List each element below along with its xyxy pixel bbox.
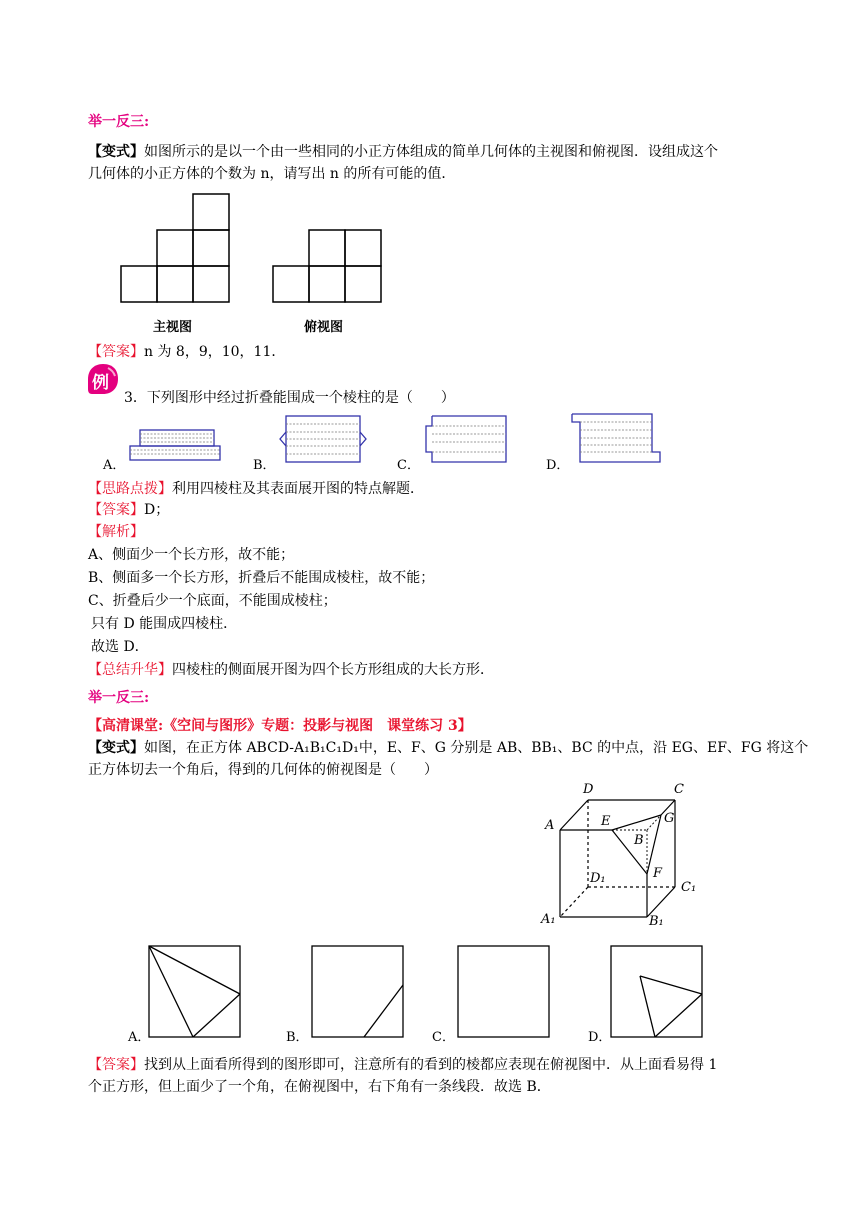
answer-line-3 [88, 1055, 717, 1075]
cube-label-d: D [583, 782, 594, 797]
answer-text: n 为 8，9，10，11． [144, 344, 286, 360]
answer-tag: 【答案】 [88, 344, 144, 360]
net-option-c [420, 414, 516, 466]
cube-figure [540, 780, 710, 940]
net-option-a [128, 420, 224, 466]
variant-tag: 【变式】 [88, 144, 144, 160]
answer-text-2: D； [144, 502, 170, 518]
topview-option-d [610, 945, 704, 1039]
variant-text-2: 如图，在正方体 ABCD-A₁B₁C₁D₁中，E、F、G 分别是 AB、BB₁、BC 的中点，沿 EG、EF、FG 将这个 [144, 740, 809, 756]
course-reference: 【高清课堂:《空间与图形》专题：投影与视图 课堂练习 3】 [88, 718, 472, 734]
cube-label-f: F [653, 866, 663, 881]
section-heading-1: 举一反三: [88, 114, 150, 130]
summary-line [88, 660, 494, 680]
topview-option-a-label: A． [128, 1030, 151, 1045]
cube-label-a: A [545, 818, 555, 833]
answer-line-2 [88, 500, 169, 520]
net-option-d [566, 412, 666, 466]
answer-text-3: 找到从上面看所得到的图形即可，注意所有的看到的棱都应表现在俯视图中．从上面看易得 1 [144, 1057, 718, 1073]
cube-label-c: C [674, 782, 684, 797]
hint-tag: 【思路点拨】 [88, 481, 172, 497]
front-view-label: 主视图 [153, 320, 193, 335]
cube-label-a1: A₁ [541, 912, 556, 927]
analysis-line-1: A、侧面少一个长方形，故不能； [88, 547, 295, 563]
cube-label-e: E [601, 814, 611, 829]
front-view-figure [120, 192, 232, 304]
net-option-a-label: A． [103, 458, 126, 473]
summary-tag: 【总结升华】 [88, 662, 172, 678]
variant-line-4: 正方体切去一个角后，得到的几何体的俯视图是（ ） [88, 762, 438, 778]
analysis-line-2: B、侧面多一个长方形，折叠后不能围成棱柱，故不能； [88, 570, 435, 586]
topview-option-c-label: C． [432, 1030, 455, 1045]
example-badge-label: 例 [92, 373, 109, 393]
top-view-label: 俯视图 [304, 320, 344, 335]
net-option-c-label: C． [397, 458, 420, 473]
net-option-b-label: B． [253, 458, 276, 473]
hint-text: 利用四棱柱及其表面展开图的特点解题． [172, 481, 424, 497]
answer-tag-3: 【答案】 [88, 1057, 144, 1073]
analysis-line-3: C、折叠后少一个底面，不能围成棱柱； [88, 593, 337, 609]
answer-line-1 [88, 342, 285, 362]
topview-option-a [148, 945, 242, 1039]
summary-text: 四棱柱的侧面展开图为四个长方形组成的大长方形． [172, 662, 494, 678]
variant-line-3 [88, 738, 808, 758]
variant-tag-2: 【变式】 [88, 740, 144, 756]
analysis-tag: 【解析】 [88, 524, 144, 540]
topview-option-b-label: B． [286, 1030, 309, 1045]
net-option-b [276, 414, 372, 466]
net-option-d-label: D． [546, 458, 570, 473]
top-view-figure [272, 228, 384, 304]
variant-line-1 [88, 142, 718, 162]
answer-tag-2: 【答案】 [88, 502, 144, 518]
example-question: 3．下列图形中经过折叠能围成一个棱柱的是（ ） [124, 390, 455, 406]
cube-label-g: G [664, 811, 675, 826]
topview-option-d-label: D． [588, 1030, 612, 1045]
cube-label-b1: B₁ [649, 914, 664, 929]
analysis-line-4: 只有 D 能围成四棱柱． [91, 616, 238, 632]
section-heading-2: 举一反三: [88, 690, 150, 706]
analysis-line-5: 故选 D． [91, 639, 149, 655]
cube-label-d1: D₁ [590, 871, 606, 886]
answer-line-4: 个正方形，但上面少了一个角，在俯视图中，右下角有一条线段．故选 B． [88, 1079, 551, 1095]
variant-line-2: 几何体的小正方体的个数为 n，请写出 n 的所有可能的值． [88, 166, 456, 182]
variant-text: 如图所示的是以一个由一些相同的小正方体组成的简单几何体的主视图和俯视图．设组成这个 [144, 144, 718, 160]
cube-label-b: B [634, 833, 644, 848]
topview-option-b [311, 945, 405, 1039]
hint-line [88, 479, 424, 499]
topview-option-c [457, 945, 551, 1039]
cube-label-c1: C₁ [681, 880, 697, 895]
